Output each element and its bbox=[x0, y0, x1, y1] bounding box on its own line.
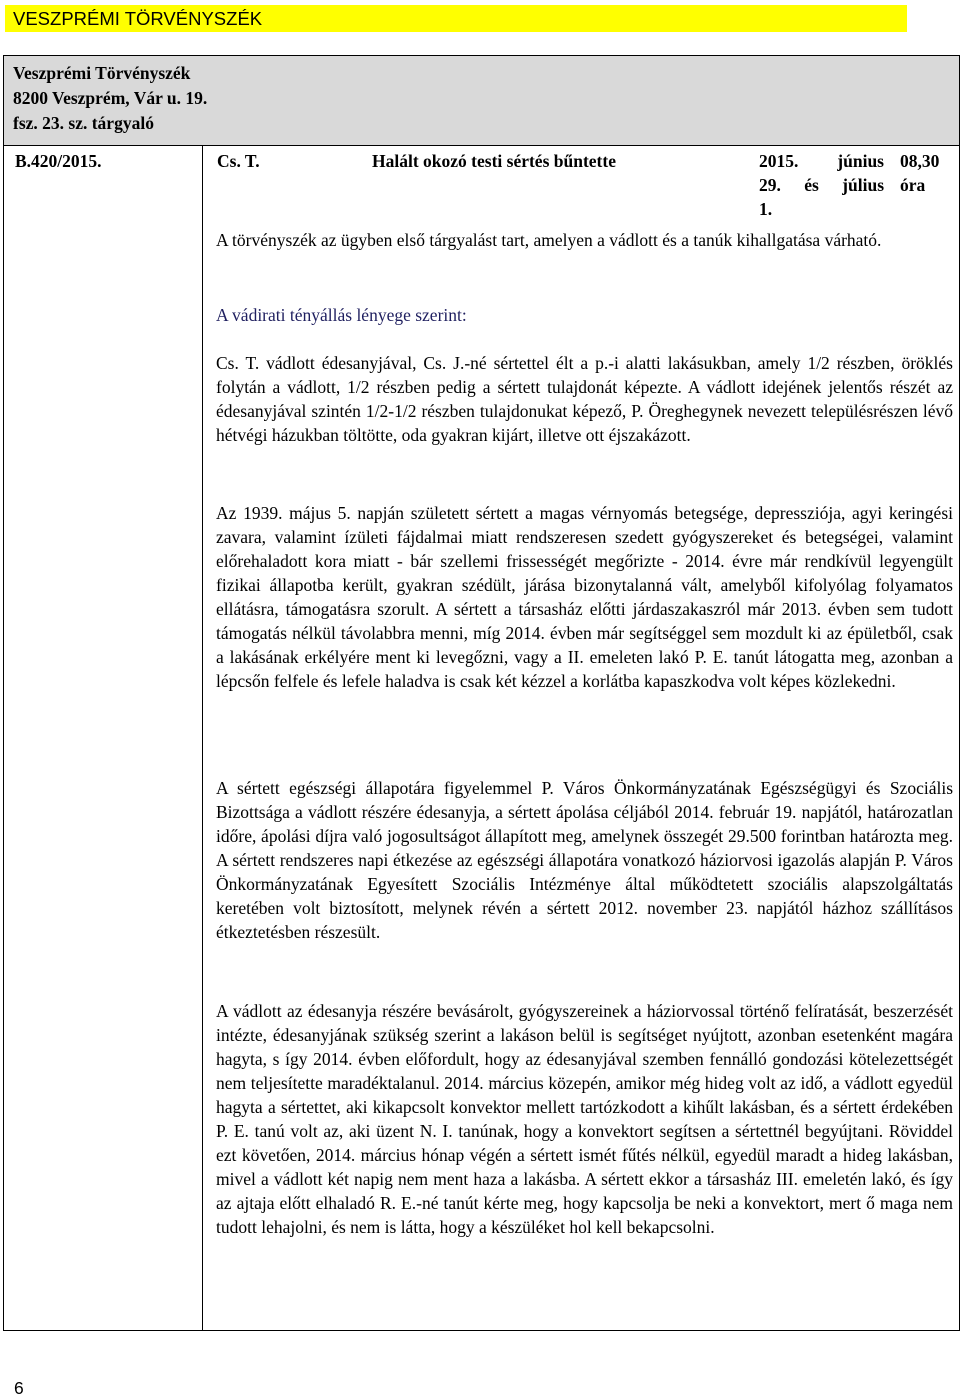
court-banner bbox=[5, 5, 907, 32]
time-line-2: óra bbox=[900, 175, 926, 195]
date-line-3: 1. bbox=[759, 199, 773, 219]
facts-paragraph-3: A sértett egészségi állapotára figyelemmel P. Város Önkormányzatának Egészségügyi és Szociális Bizottsága a vádlott részére édesanyja, a sértett ápolása céljából 2014. február 19. napjától, határozatlan időre, ápolási díjra való jogosultságot állapított meg, amelynek összegét 29.500 forintban határozta meg. A sértett rendszeres napi étkezése az egészségi állapotára vonatkozó háziorvosi igazolás alapján P. Város Önkormányzatának Egyesített Szociális Intézménye által működtetett szociális alapszolgáltatás keretében volt biztosított, melynek révén a sértett 2012. november 23. napjától házhoz szállításos étkeztetésben részesült. bbox=[216, 778, 953, 942]
case-number: B.420/2015. bbox=[15, 151, 102, 171]
court-header bbox=[4, 56, 960, 146]
court-address: 8200 Veszprém, Vár u. 19. bbox=[13, 88, 208, 108]
defendant-name: Cs. T. bbox=[217, 151, 260, 171]
hearing-note: A törvényszék az ügyben első tárgyalást tart, amelyen a vádlott és a tanúk kihallgatása várható. bbox=[216, 230, 882, 250]
page-number: 6 bbox=[14, 1378, 24, 1398]
case-table bbox=[3, 55, 960, 1331]
hearing-dates bbox=[759, 149, 884, 221]
time-line-1: 08,30 bbox=[900, 151, 940, 171]
hearing-time bbox=[900, 149, 939, 197]
date-line-1: 2015. június bbox=[759, 151, 884, 171]
court-room: fsz. 23. sz. tárgyaló bbox=[13, 113, 154, 133]
court-name: Veszprémi Törvényszék bbox=[13, 63, 191, 83]
banner-title: VESZPRÉMI TÖRVÉNYSZÉK bbox=[13, 8, 263, 29]
case-details-cell bbox=[203, 146, 960, 1331]
case-number-cell bbox=[4, 146, 203, 1331]
offense-title: Halált okozó testi sértés bűntette bbox=[372, 151, 616, 171]
facts-title: A vádirati tényállás lényege szerint: bbox=[216, 305, 467, 325]
facts-paragraph-4: A vádlott az édesanyja részére bevásárolt, gyógyszereinek a háziorvossal történő felíratását, beszerzését intézte, édesanyjának szükség szerint a lakáson belül is segítséget nyújtott, azonban esetenként magára hagyta, s így 2014. évben előfordult, hogy az édesanyjával szemben fennálló gondozási kötelezettségét nem teljesítette maradéktalanul. 2014. március közepén, amikor még hideg volt az idő, a vádlott egyedül hagyta a sértettet, aki kikapcsolt konvektor mellett tartózkodott a kihűlt lakásban, és a sértett érdekében P. E. tanú volt az, aki üzent N. I. tanúnak, hogy a konvektort segítsen a sértettnél begyújtani. Röviddel ezt követően, 2014. március hónap végén a sértett ismét fűtés nélkül, egyedül maradt a hideg lakásban, mivel a vádlott két napig nem ment haza a lakásba. A sértett ekkor a társasház III. emeletén lakó, és így az ajtaja előtt elhaladó R. E.-né tanút kérte meg, hogy kapcsolja be neki a konvektort, mert ő maga nem tudott lehajolni, és nem is látta, hogy a készüléket hol kell bekapcsolni. bbox=[216, 1001, 953, 1237]
facts-paragraph-1: Cs. T. vádlott édesanyjával, Cs. J.-né sértettel élt a p.-i alatti lakásukban, amely 1/2 részben, öröklés folytán a vádlott, 1/2 részben pedig a sértett tulajdonát képezte. A vádlott idejének jelentős részét az édesanyjával szintén 1/2-1/2 részben tulajdonukat képező, P. Öreghegynek nevezett településrészen lévő hétvégi házukban töltötte, oda gyakran kijárt, illetve ott éjszakázott. bbox=[216, 353, 953, 445]
facts-paragraph-2: Az 1939. május 5. napján született sértett a magas vérnyomás betegsége, depressziója, agyi keringési zavara, valamint ízületi fájdalmai miatt rendszeresen szedett gyógyszereket és betegségei, valamint előrehaladott kora miatt - bár szellemi frissességét megőrizte - 2014. évre már rendkívül legyengült fizikai állapotba került, gyakran szédült, járása bizonytalanná vált, amelyből kifolyólag folyamatos ellátásra, támogatásra szorult. A sértett a társasház előtti járdaszakaszról már 2013. évben sem tudott támogatás nélkül távolabbra menni, míg 2014. évben már segítséggel sem mozdult ki az épületből, csak a lakásának erkélyére ment ki levegőzni, vagy a II. emeleten lakó P. E. tanút látogatta meg, azonban a lépcsőn felfele és lefele haladva is csak két kézzel a korlátba kapaszkodva volt képes közlekedni. bbox=[216, 503, 953, 691]
date-line-2: 29. és július bbox=[759, 175, 884, 195]
